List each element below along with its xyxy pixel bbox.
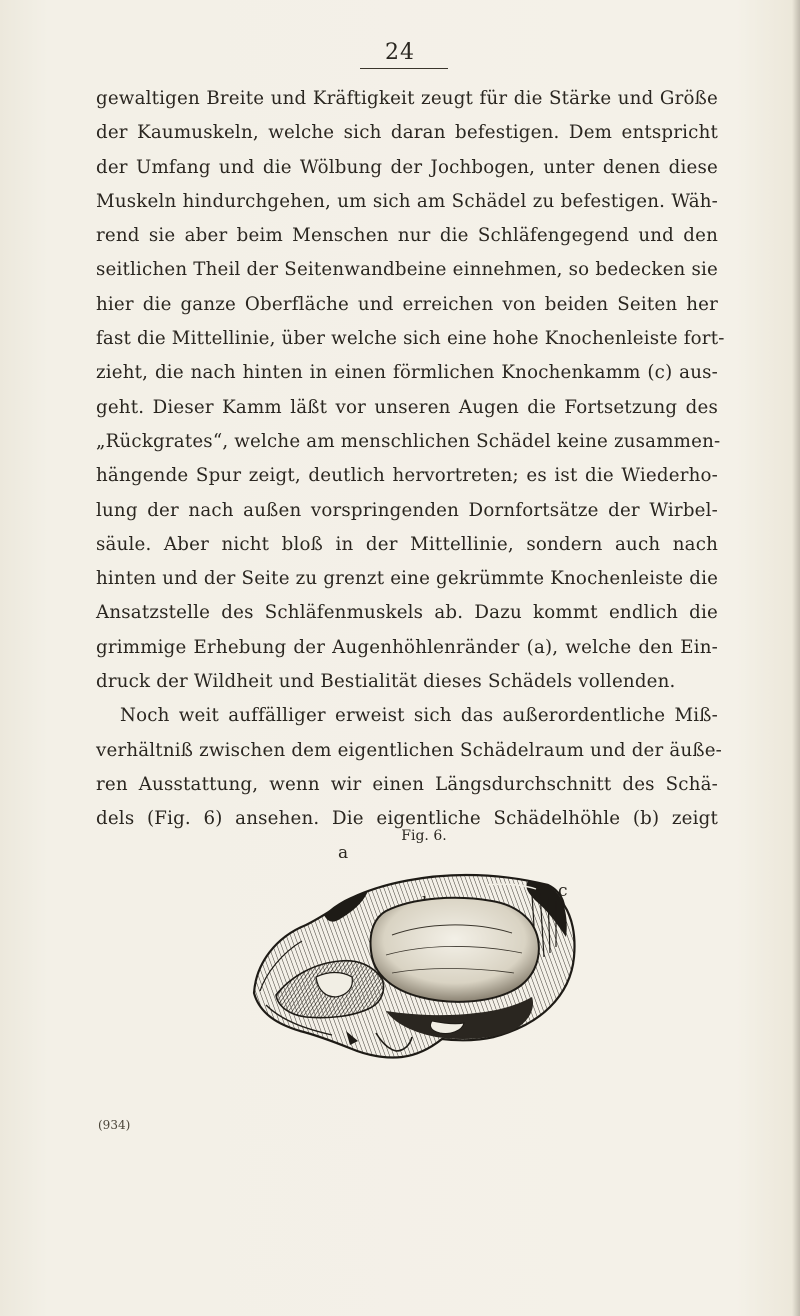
page-number: 24: [385, 40, 415, 65]
text-line: gewaltigen Breite und Kräftigkeit zeugt für die Stärke und Größe: [96, 88, 718, 109]
skull-section-figure: [236, 845, 591, 1060]
text-line: grimmige Erhebung der Augenhöhlenränder (a), welche den Ein-: [96, 636, 718, 658]
text-line: hängende Spur zeigt, deutlich hervortreten; es ist die Wiederho-: [96, 465, 718, 487]
page-number-rule: [360, 68, 448, 69]
text-line: Muskeln hindurchgehen, um sich am Schädel zu befestigen. Wäh-: [96, 190, 718, 212]
text-line: Ansatzstelle des Schläfenmuskels ab. Dazu kommt endlich die: [96, 602, 718, 624]
figure-caption: Fig. 6.: [401, 828, 447, 844]
text-line: lung der nach außen vorspringenden Dornfortsätze der Wirbel-: [96, 499, 718, 521]
text-line: säule. Aber nicht bloß in der Mittellinie, sondern auch nach: [96, 533, 718, 555]
page-edge-shadow: [792, 0, 800, 1316]
text-line: Noch weit auffälliger erweist sich das außerordentliche Miß-: [120, 705, 718, 727]
signature-mark: (934): [98, 1118, 131, 1132]
skull-longitudinal-section-icon: [236, 845, 591, 1060]
text-line: seitlichen Theil der Seitenwandbeine einnehmen, so bedecken sie: [96, 259, 718, 281]
text-line: der Kaumuskeln, welche sich daran befestigen. Dem entspricht: [96, 122, 718, 144]
figure-label-c: c: [558, 881, 568, 901]
text-line: zieht, die nach hinten in einen förmlichen Knochenkamm (c) aus-: [96, 362, 718, 384]
text-line: „Rückgrates“, welche am menschlichen Schädel keine zusammen-: [96, 430, 721, 452]
text-line: fast die Mittellinie, über welche sich eine hohe Knochenleiste fort-: [96, 328, 725, 350]
body-text: [96, 82, 725, 837]
text-line: dels (Fig. 6) ansehen. Die eigentliche Schädelhöhle (b) zeigt: [96, 808, 718, 830]
text-line: hier die ganze Oberfläche und erreichen von beiden Seiten her: [96, 293, 718, 315]
text-line: ren Ausstattung, wenn wir einen Längsdurchschnitt des Schä-: [96, 773, 718, 795]
text-line: druck der Wildheit und Bestialität dieses Schädels vollenden.: [96, 671, 676, 693]
text-line: der Umfang und die Wölbung der Jochbogen, unter denen diese: [96, 156, 718, 178]
text-line: geht. Dieser Kamm läßt vor unseren Augen die Fortsetzung des: [96, 396, 718, 418]
text-line: rend sie aber beim Menschen nur die Schläfengegend und den: [96, 225, 718, 247]
text-line: verhältniß zwischen dem eigentlichen Schädelraum und der äuße-: [96, 739, 723, 761]
text-line: hinten und der Seite zu grenzt eine gekrümmte Knochenleiste die: [96, 568, 719, 590]
figure-label-a: a: [338, 843, 349, 863]
